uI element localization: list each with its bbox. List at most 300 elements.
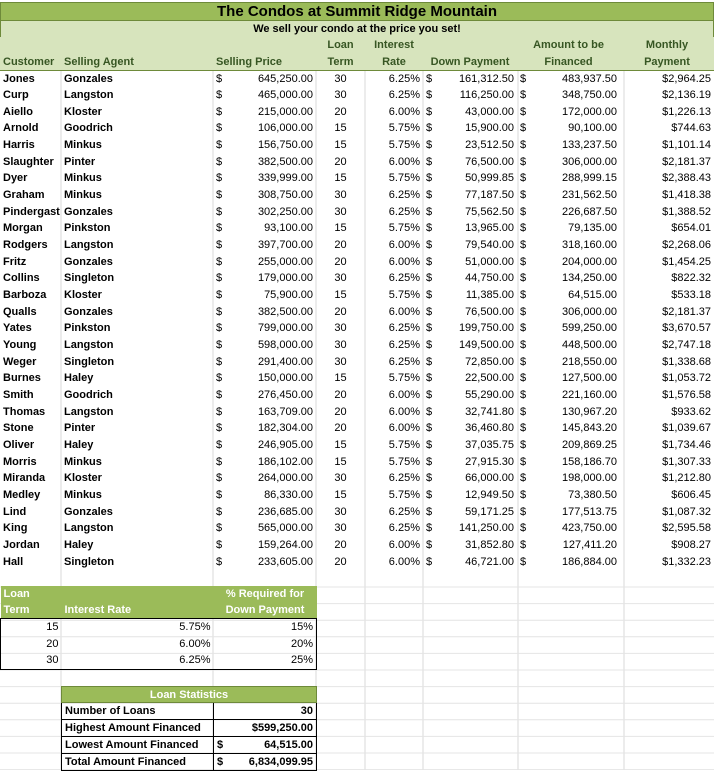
loan-term-cell[interactable]: 20 [334,555,347,568]
currency-symbol[interactable]: $ [426,172,433,185]
amount-financed-cell[interactable]: 127,500.00 [561,372,618,385]
currency-symbol[interactable]: $ [520,405,527,418]
currency-symbol[interactable]: $ [426,538,433,551]
currency-symbol[interactable]: $ [426,222,433,235]
amount-financed-cell[interactable]: 90,100.00 [568,122,618,135]
monthly-payment-cell[interactable]: $2,181.37 [662,155,712,168]
lookup-term-cell[interactable]: 15 [1,619,62,636]
amount-financed-cell[interactable]: 423,750.00 [561,522,618,535]
currency-symbol[interactable]: $ [520,339,527,351]
interest-rate-cell[interactable]: 5.75% [388,438,420,451]
currency-symbol[interactable]: $ [214,737,228,754]
agent-cell[interactable]: Haley [64,372,94,385]
amount-financed-cell[interactable]: 231,562.50 [561,189,618,202]
agent-cell[interactable]: Haley [64,538,94,551]
loan-term-cell[interactable]: 15 [334,488,347,501]
loan-term-cell[interactable]: 30 [334,89,347,102]
interest-rate-cell[interactable]: 6.25% [388,355,420,368]
currency-symbol[interactable]: $ [520,189,527,202]
selling-price-cell[interactable]: 215,000.00 [257,105,313,118]
amount-financed-cell[interactable]: 73,380.50 [568,488,618,501]
header-amount-financed-2[interactable]: Financed [517,53,620,70]
down-payment-cell[interactable]: 36,460.80 [465,422,514,435]
down-payment-cell[interactable]: 27,915.30 [465,455,514,468]
selling-price-cell[interactable]: 150,000.00 [257,372,313,385]
interest-rate-cell[interactable]: 6.25% [388,189,420,202]
interest-rate-cell[interactable]: 5.75% [388,139,420,152]
currency-symbol[interactable]: $ [520,372,527,385]
amount-financed-cell[interactable]: 204,000.00 [561,255,618,268]
currency-symbol[interactable]: $ [520,272,527,285]
selling-price-cell[interactable]: 276,450.00 [257,388,313,401]
loan-term-cell[interactable]: 20 [334,239,347,252]
monthly-payment-cell[interactable]: $2,181.37 [662,305,712,318]
customer-cell[interactable]: Qualls [3,305,37,318]
currency-symbol[interactable]: $ [520,239,527,252]
agent-cell[interactable]: Pinkston [64,222,111,235]
currency-symbol[interactable]: $ [426,555,433,568]
selling-price-cell[interactable]: 565,000.00 [257,522,313,535]
monthly-payment-cell[interactable]: $1,212.80 [662,472,712,485]
currency-symbol[interactable]: $ [216,488,223,501]
selling-price-cell[interactable]: 339,999.00 [257,172,313,185]
currency-symbol[interactable]: $ [520,122,527,135]
lookup-rate-cell[interactable]: 6.00% [179,637,211,650]
amount-financed-cell[interactable]: 134,250.00 [561,272,618,285]
down-payment-cell[interactable]: 141,250.00 [458,522,514,535]
currency-symbol[interactable]: $ [520,438,527,451]
customer-cell[interactable]: King [3,522,28,535]
amount-financed-cell[interactable]: 483,937.50 [561,72,618,85]
monthly-payment-cell[interactable]: $1,338.68 [662,355,712,368]
down-payment-cell[interactable]: 66,000.00 [465,472,514,485]
customer-cell[interactable]: Arnold [3,122,39,135]
down-payment-cell[interactable]: 32,741.80 [465,405,514,418]
amount-financed-cell[interactable]: 127,411.20 [562,538,618,551]
selling-price-cell[interactable]: 182,304.00 [257,422,313,435]
currency-symbol[interactable]: $ [216,355,223,368]
currency-symbol[interactable]: $ [216,72,223,85]
currency-symbol[interactable]: $ [216,122,223,135]
monthly-payment-cell[interactable]: $1,388.52 [662,205,712,218]
customer-cell[interactable]: Graham [3,189,45,202]
loan-term-cell[interactable]: 30 [334,272,347,285]
currency-symbol[interactable]: $ [520,255,527,268]
currency-symbol[interactable]: $ [216,89,223,102]
selling-price-cell[interactable]: 179,000.00 [257,272,313,285]
currency-symbol[interactable]: $ [520,222,527,235]
customer-cell[interactable]: Barboza [3,289,47,302]
interest-rate-cell[interactable]: 6.25% [388,322,420,335]
currency-symbol[interactable]: $ [520,139,527,152]
currency-symbol[interactable]: $ [216,555,223,568]
currency-symbol[interactable]: $ [426,322,433,335]
currency-symbol[interactable]: $ [426,388,433,401]
down-payment-cell[interactable]: 116,250.00 [459,89,514,102]
down-payment-cell[interactable]: 76,500.00 [465,305,514,318]
selling-price-cell[interactable]: 799,000.00 [257,322,313,335]
loan-term-cell[interactable]: 30 [334,72,347,85]
monthly-payment-cell[interactable]: $2,136.19 [662,89,712,102]
header-interest-rate-2[interactable]: Rate [365,53,423,70]
agent-cell[interactable]: Minkus [64,189,102,202]
agent-cell[interactable]: Pinter [64,155,96,168]
selling-price-cell[interactable]: 302,250.00 [257,205,313,218]
agent-cell[interactable]: Minkus [64,139,102,152]
currency-symbol[interactable]: $ [520,72,527,85]
currency-symbol[interactable]: $ [520,105,527,118]
currency-symbol[interactable]: $ [520,422,527,435]
interest-rate-cell[interactable]: 6.00% [388,255,420,268]
currency-symbol[interactable]: $ [520,555,527,568]
amount-financed-cell[interactable]: 186,884.00 [561,555,618,568]
currency-symbol[interactable]: $ [520,388,527,401]
currency-symbol[interactable]: $ [216,522,223,535]
currency-symbol[interactable]: $ [520,455,527,468]
currency-symbol[interactable]: $ [426,255,433,268]
interest-rate-cell[interactable]: 6.00% [388,538,420,551]
customer-cell[interactable]: Aiello [3,105,33,118]
selling-price-cell[interactable]: 75,900.00 [264,289,313,302]
monthly-payment-cell[interactable]: $1,332.23 [662,555,712,568]
currency-symbol[interactable]: $ [426,72,433,85]
header-amount-financed-1[interactable]: Amount to be [517,37,620,53]
loan-term-cell[interactable]: 20 [334,388,347,401]
amount-financed-cell[interactable]: 198,000.00 [561,472,618,485]
selling-price-cell[interactable]: 163,709.00 [257,405,313,418]
customer-cell[interactable]: Jordan [3,538,40,551]
currency-symbol[interactable]: $ [216,155,223,168]
loan-term-cell[interactable]: 20 [334,405,347,418]
monthly-payment-cell[interactable]: $2,747.18 [662,339,712,351]
monthly-payment-cell[interactable]: $1,101.14 [662,139,712,152]
amount-financed-cell[interactable]: 209,869.25 [561,438,618,451]
loan-term-cell[interactable]: 30 [334,189,347,202]
loan-term-cell[interactable]: 15 [334,139,347,152]
lookup-rate-cell[interactable]: 5.75% [62,619,214,636]
currency-symbol[interactable]: $ [426,505,433,518]
customer-cell[interactable]: Morgan [3,222,43,235]
interest-rate-cell[interactable]: 6.00% [388,388,420,401]
agent-cell[interactable]: Gonzales [64,72,113,85]
customer-cell[interactable]: Young [3,339,37,351]
currency-symbol[interactable]: $ [216,239,223,252]
currency-symbol[interactable]: $ [216,422,223,435]
down-payment-cell[interactable]: 43,000.00 [465,105,514,118]
selling-price-cell[interactable]: 255,000.00 [257,255,313,268]
currency-symbol[interactable]: $ [426,272,433,285]
selling-price-cell[interactable]: 233,605.00 [257,555,313,568]
agent-cell[interactable]: Goodrich [64,122,113,135]
agent-cell[interactable]: Kloster [64,472,102,485]
currency-symbol[interactable]: $ [216,172,223,185]
monthly-payment-cell[interactable]: $533.18 [671,289,712,302]
down-payment-cell[interactable]: 23,512.50 [465,139,514,152]
down-payment-cell[interactable]: 77,187.50 [465,189,514,202]
lookup-pct-cell[interactable]: 20% [214,636,317,653]
stats-value-cell[interactable]: 64,515.00 [228,737,317,754]
header-selling-price[interactable]: Selling Price [213,53,316,70]
selling-price-cell[interactable]: 465,000.00 [257,89,313,102]
customer-cell[interactable]: Jones [3,72,35,85]
lookup-header-term-2[interactable]: Term [1,602,62,619]
interest-rate-cell[interactable]: 6.00% [388,155,420,168]
agent-cell[interactable]: Haley [64,438,94,451]
customer-cell[interactable]: Stone [3,422,34,435]
amount-financed-cell[interactable]: 133,237.50 [561,139,618,152]
monthly-payment-cell[interactable]: $1,039.67 [662,422,712,435]
stats-label-cell[interactable]: Total Amount Financed [62,754,214,771]
down-payment-cell[interactable]: 75,562.50 [465,205,514,218]
customer-cell[interactable]: Rodgers [3,239,48,252]
agent-cell[interactable]: Singleton [64,272,115,285]
agent-cell[interactable]: Gonzales [64,255,113,268]
down-payment-cell[interactable]: 37,035.75 [465,438,514,451]
loan-term-cell[interactable]: 20 [334,538,347,551]
monthly-payment-cell[interactable]: $908.27 [671,538,712,551]
currency-symbol[interactable]: $ [520,538,527,551]
interest-rate-cell[interactable]: 6.25% [388,72,420,85]
currency-symbol[interactable]: $ [216,255,223,268]
currency-symbol[interactable]: $ [216,339,223,351]
currency-symbol[interactable]: $ [426,205,433,218]
interest-rate-cell[interactable]: 5.75% [388,222,420,235]
agent-cell[interactable]: Minkus [64,172,102,185]
currency-symbol[interactable]: $ [520,322,527,335]
stats-label-cell[interactable]: Highest Amount Financed [62,720,214,737]
currency-symbol[interactable]: $ [426,239,433,252]
currency-symbol[interactable]: $ [426,438,433,451]
down-payment-cell[interactable]: 13,965.00 [465,222,514,235]
amount-financed-cell[interactable]: 226,687.50 [561,205,618,218]
selling-price-cell[interactable]: 159,264.00 [257,538,313,551]
currency-symbol[interactable]: $ [426,455,433,468]
down-payment-cell[interactable]: 51,000.00 [465,255,514,268]
currency-symbol[interactable]: $ [520,522,527,535]
monthly-payment-cell[interactable]: $2,268.06 [662,239,712,252]
amount-financed-cell[interactable]: 130,967.20 [561,405,618,418]
monthly-payment-cell[interactable]: $1,307.33 [662,455,712,468]
agent-cell[interactable]: Gonzales [64,205,113,218]
currency-symbol[interactable]: $ [520,355,527,368]
currency-symbol[interactable]: $ [426,372,433,385]
customer-cell[interactable]: Medley [3,488,41,501]
down-payment-cell[interactable]: 161,312.50 [458,72,514,85]
loan-term-cell[interactable]: 20 [334,255,347,268]
currency-symbol[interactable]: $ [216,372,223,385]
selling-price-cell[interactable]: 291,400.00 [257,355,313,368]
currency-symbol[interactable]: $ [216,105,223,118]
loan-term-cell[interactable]: 15 [334,222,347,235]
selling-price-cell[interactable]: 93,100.00 [264,222,313,235]
currency-symbol[interactable]: $ [520,505,527,518]
interest-rate-cell[interactable]: 5.75% [388,488,420,501]
currency-symbol[interactable]: $ [426,122,433,135]
amount-financed-cell[interactable]: 306,000.00 [561,155,618,168]
interest-rate-cell[interactable]: 6.25% [388,472,420,485]
customer-cell[interactable]: Collins [3,272,40,285]
currency-symbol[interactable]: $ [426,305,433,318]
loan-term-cell[interactable]: 30 [334,472,347,485]
header-down-payment[interactable]: Down Payment [423,53,517,70]
selling-price-cell[interactable]: 382,500.00 [257,305,313,318]
lookup-header-pct-2[interactable]: Down Payment [214,602,317,619]
customer-cell[interactable]: Miranda [3,472,46,485]
stats-value-cell[interactable]: 30 [214,703,317,720]
interest-rate-cell[interactable]: 5.75% [388,172,420,185]
monthly-payment-cell[interactable]: $2,388.43 [662,172,712,185]
amount-financed-cell[interactable]: 306,000.00 [561,305,618,318]
agent-cell[interactable]: Singleton [64,555,115,568]
selling-price-cell[interactable]: 645,250.00 [257,72,313,85]
interest-rate-cell[interactable]: 6.25% [388,505,420,518]
customer-cell[interactable]: Lind [3,505,27,518]
currency-symbol[interactable]: $ [216,322,223,335]
amount-financed-cell[interactable]: 288,999.15 [561,172,618,185]
header-selling-agent[interactable]: Selling Agent [61,53,213,70]
currency-symbol[interactable]: $ [426,405,433,418]
currency-symbol[interactable]: $ [216,205,223,218]
monthly-payment-cell[interactable]: $1,576.58 [662,388,712,401]
interest-rate-cell[interactable]: 6.00% [388,555,420,568]
interest-rate-cell[interactable]: 6.00% [388,239,420,252]
amount-financed-cell[interactable]: 64,515.00 [568,289,618,302]
customer-cell[interactable]: Smith [3,388,34,401]
customer-cell[interactable]: Oliver [3,438,35,451]
currency-symbol[interactable]: $ [216,505,223,518]
monthly-payment-cell[interactable]: $3,670.57 [662,322,712,335]
currency-symbol[interactable]: $ [520,155,527,168]
monthly-payment-cell[interactable]: $606.45 [671,488,712,501]
currency-symbol[interactable]: $ [216,388,223,401]
customer-cell[interactable]: Dyer [3,172,28,185]
down-payment-cell[interactable]: 72,850.00 [465,355,514,368]
interest-rate-cell[interactable]: 6.00% [388,422,420,435]
down-payment-cell[interactable]: 11,385.00 [465,289,514,302]
interest-rate-cell[interactable]: 6.00% [388,105,420,118]
selling-price-cell[interactable]: 106,000.00 [257,122,313,135]
loan-term-cell[interactable]: 15 [334,289,347,302]
amount-financed-cell[interactable]: 318,160.00 [561,239,618,252]
currency-symbol[interactable]: $ [520,488,527,501]
agent-cell[interactable]: Goodrich [64,388,113,401]
monthly-payment-cell[interactable]: $1,454.25 [662,255,712,268]
selling-price-cell[interactable]: 382,500.00 [257,155,313,168]
currency-symbol[interactable]: $ [426,355,433,368]
currency-symbol[interactable]: $ [216,455,223,468]
interest-rate-cell[interactable]: 6.25% [388,339,420,351]
currency-symbol[interactable]: $ [520,289,527,302]
agent-cell[interactable]: Pinkston [64,322,111,335]
customer-cell[interactable]: Fritz [3,255,27,268]
loan-term-cell[interactable]: 20 [334,422,347,435]
amount-financed-cell[interactable]: 79,135.00 [568,222,618,235]
lookup-pct-cell[interactable]: 25% [214,652,317,669]
lookup-pct-cell[interactable]: 15% [214,619,317,636]
loan-term-cell[interactable]: 20 [334,305,347,318]
customer-cell[interactable]: Curp [3,89,29,102]
currency-symbol[interactable]: $ [216,189,223,202]
lookup-header-rate[interactable]: Interest Rate [62,602,214,619]
loan-term-cell[interactable]: 30 [334,355,347,368]
currency-symbol[interactable]: $ [216,405,223,418]
monthly-payment-cell[interactable]: $1,418.38 [662,189,712,202]
loan-term-cell[interactable]: 20 [334,105,347,118]
agent-cell[interactable]: Minkus [64,455,102,468]
selling-price-cell[interactable]: 264,000.00 [257,472,313,485]
currency-symbol[interactable]: $ [520,472,527,485]
currency-symbol[interactable]: $ [426,289,433,302]
agent-cell[interactable]: Gonzales [64,505,113,518]
interest-rate-cell[interactable]: 5.75% [388,289,420,302]
agent-cell[interactable]: Langston [64,339,114,351]
customer-cell[interactable]: Slaughter [3,155,54,168]
currency-symbol[interactable]: $ [520,89,527,102]
lookup-header-term-1[interactable]: Loan [1,586,62,602]
amount-financed-cell[interactable]: 221,160.00 [561,388,618,401]
currency-symbol[interactable]: $ [426,422,433,435]
selling-price-cell[interactable]: 598,000.00 [257,339,313,351]
agent-cell[interactable]: Singleton [64,355,115,368]
customer-cell[interactable]: Pindergast [3,205,60,218]
down-payment-cell[interactable]: 149,500.00 [458,339,514,351]
stats-value-cell[interactable]: 6,834,099.95 [228,754,317,771]
currency-symbol[interactable]: $ [426,139,433,152]
loan-term-cell[interactable]: 30 [334,505,347,518]
down-payment-cell[interactable]: 199,750.00 [458,322,514,335]
header-interest-rate-1[interactable]: Interest [365,37,423,53]
customer-cell[interactable]: Morris [3,455,37,468]
lookup-header-pct-1[interactable]: % Required for [214,586,317,602]
stats-value-cell[interactable]: $599,250.00 [214,720,317,737]
selling-price-cell[interactable]: 186,102.00 [257,455,313,468]
loan-term-cell[interactable]: 15 [334,122,347,135]
monthly-payment-cell[interactable]: $744.63 [671,122,712,135]
currency-symbol[interactable]: $ [216,272,223,285]
stats-title[interactable]: Loan Statistics [62,687,317,703]
agent-cell[interactable]: Gonzales [64,305,113,318]
agent-cell[interactable]: Kloster [64,289,102,302]
interest-rate-cell[interactable]: 5.75% [388,372,420,385]
agent-cell[interactable]: Langston [64,239,114,252]
currency-symbol[interactable]: $ [216,538,223,551]
amount-financed-cell[interactable]: 448,500.00 [561,339,618,351]
loan-term-cell[interactable]: 15 [334,438,347,451]
header-monthly-payment-2[interactable]: Payment [620,53,714,70]
stats-label-cell[interactable]: Number of Loans [62,703,214,720]
selling-price-cell[interactable]: 308,750.00 [257,189,313,202]
interest-rate-cell[interactable]: 5.75% [388,455,420,468]
currency-symbol[interactable]: $ [426,488,433,501]
agent-cell[interactable]: Langston [64,89,114,102]
amount-financed-cell[interactable]: 177,513.75 [561,505,618,518]
monthly-payment-cell[interactable]: $822.32 [671,272,712,285]
currency-symbol[interactable]: $ [216,438,223,451]
agent-cell[interactable]: Langston [64,522,114,535]
interest-rate-cell[interactable]: 5.75% [388,122,420,135]
amount-financed-cell[interactable]: 172,000.00 [561,105,618,118]
monthly-payment-cell[interactable]: $933.62 [671,405,712,418]
down-payment-cell[interactable]: 76,500.00 [465,155,514,168]
loan-term-cell[interactable]: 30 [334,205,347,218]
interest-rate-cell[interactable]: 6.25% [388,522,420,535]
sheet-subtitle[interactable]: We sell your condo at the price you set! [0,21,714,37]
customer-cell[interactable]: Burnes [3,372,41,385]
selling-price-cell[interactable]: 236,685.00 [257,505,313,518]
agent-cell[interactable]: Minkus [64,488,102,501]
monthly-payment-cell[interactable]: $2,595.58 [662,522,712,535]
down-payment-cell[interactable]: 46,721.00 [465,555,514,568]
